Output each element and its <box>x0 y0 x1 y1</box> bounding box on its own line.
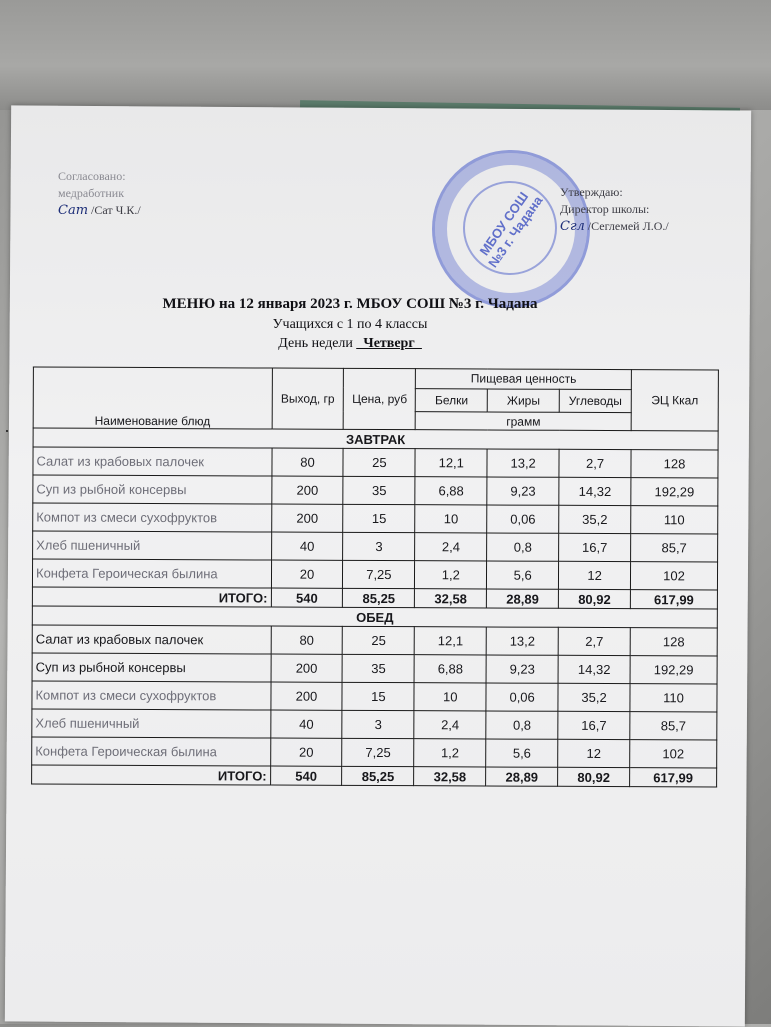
director-name: /Сеглемей Л.О./ <box>587 219 669 233</box>
dish-value: 40 <box>270 710 342 738</box>
menu-title-block <box>40 296 660 352</box>
dish-value: 1,2 <box>414 739 486 767</box>
dish-value: 85,7 <box>631 534 718 562</box>
table-row <box>33 475 718 506</box>
dish-value: 12 <box>559 561 631 589</box>
medworker-label: медработник <box>58 186 125 200</box>
dish-value: 15 <box>342 682 414 710</box>
dish-value: 192,29 <box>630 656 717 684</box>
dish-value: 14,32 <box>558 655 630 683</box>
dish-value: 5,6 <box>487 561 559 589</box>
table-row <box>32 709 717 740</box>
dish-value: 1,2 <box>415 561 487 589</box>
total-value: 540 <box>271 588 343 607</box>
dish-value: 12,1 <box>414 627 486 655</box>
dish-name: Компот из смеси сухофруктов <box>32 681 271 710</box>
dish-value: 80 <box>271 448 343 476</box>
dish-value: 3 <box>342 710 414 738</box>
medworker-name: /Сат Ч.К./ <box>91 203 141 217</box>
dish-name: Конфета Героическая былина <box>32 737 271 766</box>
col-header-price: Цена, руб <box>344 368 416 429</box>
dish-value: 3 <box>343 532 415 560</box>
table-row <box>32 681 717 712</box>
menu-table-body <box>32 428 719 787</box>
dish-value: 6,88 <box>415 477 487 505</box>
dish-value: 200 <box>271 476 343 504</box>
approve-label: Утверждаю: <box>560 185 623 199</box>
dish-value: 35,2 <box>559 505 631 533</box>
total-row-lunch <box>32 765 717 787</box>
approval-block-left <box>58 168 141 219</box>
agreed-label: Согласовано: <box>58 169 126 183</box>
menu-table <box>31 367 719 788</box>
col-header-name: Наименование блюд <box>33 367 272 429</box>
background-surface <box>0 0 771 110</box>
dish-value: 2,7 <box>558 627 630 655</box>
total-value: 540 <box>270 766 342 785</box>
director-signature-line <box>560 218 669 235</box>
dish-value: 16,7 <box>559 533 631 561</box>
dish-value: 2,7 <box>559 449 631 477</box>
dish-value: 102 <box>630 740 717 768</box>
dish-value: 14,32 <box>559 477 631 505</box>
total-value: 85,25 <box>343 588 415 607</box>
dish-value: 0,8 <box>486 711 558 739</box>
dish-value: 40 <box>271 532 343 560</box>
weekday-value: _Четверг_ <box>356 336 422 351</box>
dish-value: 0,06 <box>487 505 559 533</box>
total-value: 28,89 <box>486 767 558 786</box>
dish-value: 12,1 <box>415 449 487 477</box>
table-row <box>32 737 717 768</box>
students-line: Учащихся с 1 по 4 классы <box>272 317 428 332</box>
dish-value: 200 <box>271 504 343 532</box>
dish-name: Салат из крабовых палочек <box>33 447 272 476</box>
dish-value: 102 <box>631 562 718 590</box>
dish-value: 13,2 <box>486 627 558 655</box>
dish-value: 7,25 <box>343 560 415 588</box>
dish-value: 110 <box>630 684 717 712</box>
table-row <box>32 653 717 684</box>
total-value: 80,92 <box>558 589 630 608</box>
dish-value: 192,29 <box>631 478 718 506</box>
total-value: 80,92 <box>558 767 630 786</box>
dish-value: 35 <box>342 654 414 682</box>
dish-value: 2,4 <box>415 533 487 561</box>
weekday-label: День недели <box>278 336 353 351</box>
dish-name: Хлеб пшеничный <box>33 531 272 560</box>
total-label: ИТОГО: <box>32 765 271 785</box>
total-value: 28,89 <box>487 589 559 608</box>
medworker-signature-line <box>58 202 141 219</box>
total-value: 617,99 <box>630 590 717 609</box>
dish-value: 200 <box>271 654 343 682</box>
dish-value: 9,23 <box>487 477 559 505</box>
dish-value: 12 <box>558 739 630 767</box>
dish-value: 5,6 <box>486 739 558 767</box>
col-header-yield: Выход, гр <box>272 368 344 429</box>
table-row <box>33 447 718 478</box>
col-header-proteins: Белки <box>416 388 488 412</box>
dish-name: Суп из рыбной консервы <box>33 475 272 504</box>
dish-name: Салат из крабовых палочек <box>32 625 271 654</box>
col-header-nutrition: Пищевая ценность <box>416 369 632 390</box>
total-value: 617,99 <box>630 768 717 787</box>
dish-value: 20 <box>270 738 342 766</box>
dish-value: 16,7 <box>558 711 630 739</box>
director-label: Директор школы: <box>560 202 650 216</box>
table-row <box>32 559 717 590</box>
dish-value: 20 <box>271 560 343 588</box>
dish-value: 35 <box>343 476 415 504</box>
dish-value: 25 <box>343 626 415 654</box>
dish-value: 128 <box>631 450 718 478</box>
dish-name: Хлеб пшеничный <box>32 709 271 738</box>
dish-name: Суп из рыбной консервы <box>32 653 271 682</box>
stamp-text: МБОУ СОШ №3 г. Чадана <box>445 163 576 294</box>
weekday-line <box>40 336 660 352</box>
table-row <box>32 625 717 656</box>
col-header-energy: ЭЦ Ккал <box>631 370 718 431</box>
medworker-signature: Сат <box>58 203 89 218</box>
dish-value: 0,06 <box>486 683 558 711</box>
col-header-carbs: Углеводы <box>559 389 631 413</box>
dish-value: 110 <box>631 506 718 534</box>
dish-value: 0,8 <box>487 533 559 561</box>
section-title: ОБЕД <box>32 606 717 628</box>
menu-title: МЕНЮ на 12 января 2023 г. МБОУ СОШ №3 г. Чадана <box>162 296 538 312</box>
total-value: 85,25 <box>342 766 414 785</box>
dish-value: 25 <box>343 448 415 476</box>
col-header-fats: Жиры <box>487 389 559 413</box>
dish-value: 15 <box>343 504 415 532</box>
dish-value: 6,88 <box>414 655 486 683</box>
director-signature: Сгл <box>560 219 585 234</box>
dish-value: 200 <box>270 682 342 710</box>
total-label: ИТОГО: <box>32 587 271 607</box>
table-row <box>33 531 718 562</box>
dish-value: 9,23 <box>486 655 558 683</box>
dish-value: 13,2 <box>487 449 559 477</box>
total-value: 32,58 <box>415 589 487 608</box>
dish-value: 10 <box>414 683 486 711</box>
table-row <box>33 503 718 534</box>
dish-name: Компот из смеси сухофруктов <box>33 503 272 532</box>
dish-value: 128 <box>630 628 717 656</box>
dish-value: 7,25 <box>342 738 414 766</box>
speck <box>6 430 8 432</box>
section-title: ЗАВТРАК <box>33 428 718 450</box>
dish-value: 2,4 <box>414 711 486 739</box>
col-header-unit: грамм <box>415 412 631 431</box>
dish-value: 85,7 <box>630 712 717 740</box>
dish-value: 35,2 <box>558 683 630 711</box>
dish-value: 80 <box>271 626 343 654</box>
dish-value: 10 <box>415 505 487 533</box>
approval-block-right <box>560 184 669 235</box>
total-value: 32,58 <box>414 767 486 786</box>
dish-name: Конфета Героическая былина <box>32 559 271 588</box>
